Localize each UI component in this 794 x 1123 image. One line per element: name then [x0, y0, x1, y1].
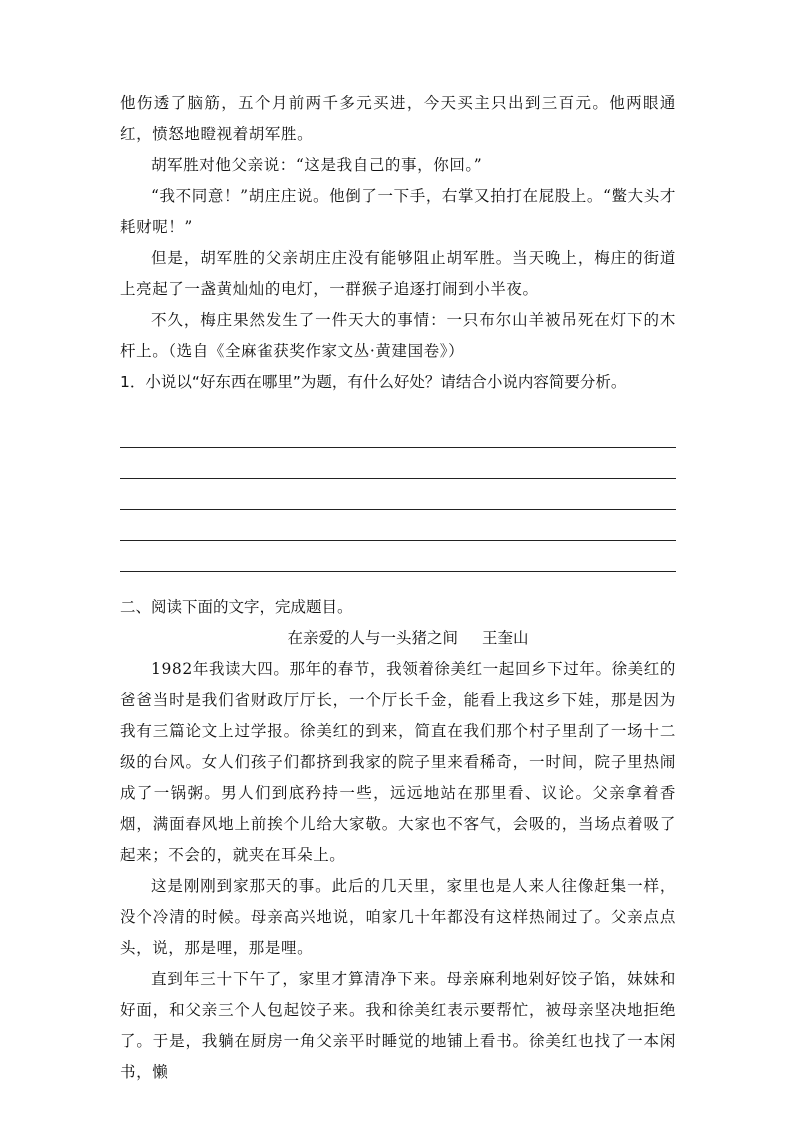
passage-paragraph: 但是，胡军胜的父亲胡庄庄没有能够阻止胡军胜。当天晚上，梅庄的街道上亮起了一盏黄灿灿的电灯，一群猴子追逐打闹到小半夜。: [120, 249, 676, 298]
passage-one: [120, 88, 676, 367]
passage-paragraph: 胡军胜对他父亲说：“这是我自己的事，你回。”: [151, 156, 483, 174]
article-title-line: [120, 623, 676, 654]
answer-line[interactable]: [120, 417, 676, 448]
answer-line[interactable]: [120, 541, 676, 572]
section-two-heading: 二、阅读下面的文字，完成题目。: [120, 598, 353, 616]
answer-lines: [120, 417, 676, 572]
article-author: 王奎山: [482, 629, 529, 647]
question-one: 1．小说以“好东西在哪里”为题，有什么好处？请结合小说内容简要分析。: [120, 373, 627, 391]
answer-line[interactable]: [120, 510, 676, 541]
page-content: [120, 88, 676, 1088]
passage-paragraph: 不久，梅庄果然发生了一件天大的事情：一只布尔山羊被吊死在灯下的木杆上。（选自《全麻雀获奖作家文丛·黄建国卷》）: [120, 311, 676, 360]
article-title: 在亲爱的人与一头猪之间: [287, 629, 458, 647]
passage-two: [120, 654, 676, 1088]
passage-paragraph: 直到年三十下午了，家里才算清净下来。母亲麻利地剁好饺子馅，妹妹和好面，和父亲三个人包起饺子来。我和徐美红表示要帮忙，被母亲坚决地拒绝了。于是，我躺在厨房一角父亲平时睡觉的地铺上看书。徐美红也找了一本闲书，懒: [120, 970, 676, 1081]
passage-paragraph: 1982年我读大四。那年的春节，我领着徐美红一起回乡下过年。徐美红的爸爸当时是我们省财政厅厅长，一个厅长千金，能看上我这乡下娃，那是因为我有三篇论文上过学报。徐美红的到来，简直在我们那个村子里刮了一场十二级的台风。女人们孩子们都挤到我家的院子里来看稀奇，一时间，院子里热闹成了一锅粥。男人们到底矜持一些，远远地站在那里看、议论。父亲拿着香烟，满面春风地上前挨个儿给大家敬。大家也不客气，会吸的，当场点着吸了起来；不会的，就夹在耳朵上。: [120, 660, 676, 864]
answer-line[interactable]: [120, 479, 676, 510]
passage-paragraph: 这是刚刚到家那天的事。此后的几天里，家里也是人来人往像赶集一样，没个冷清的时候。母亲高兴地说，咱家几十年都没有这样热闹过了。父亲点点头，说，那是哩，那是哩。: [120, 877, 676, 957]
passage-paragraph: “我不同意！”胡庄庄说。他倒了一下手，右掌又拍打在屁股上。“鳖大头才耗财呢！”: [120, 187, 676, 236]
passage-paragraph: 他伤透了脑筋，五个月前两千多元买进，今天买主只出到三百元。他两眼通红，愤怒地瞪视着胡军胜。: [120, 94, 676, 143]
answer-line[interactable]: [120, 448, 676, 479]
